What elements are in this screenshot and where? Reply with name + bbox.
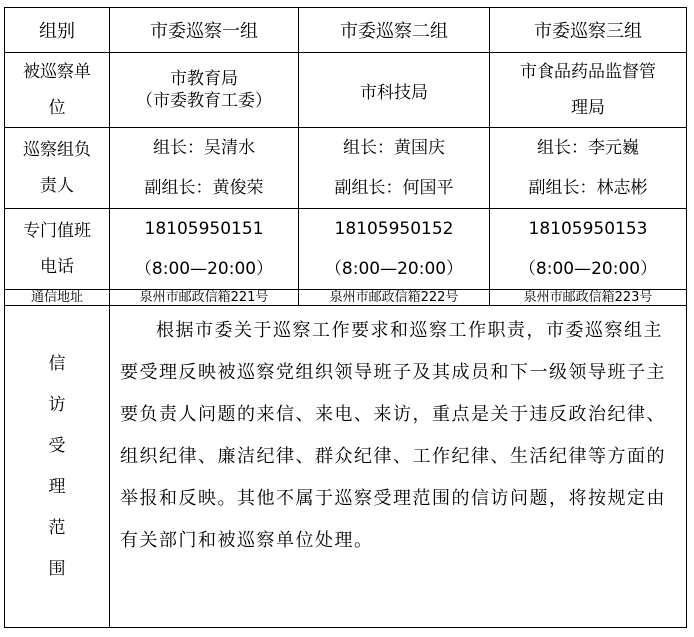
unit-line: 市科技局: [360, 82, 428, 103]
leaders-group-3: [490, 128, 687, 209]
phone-group-1: [110, 209, 299, 290]
phone-number: 18105950152: [334, 219, 454, 239]
phone-hours: （8:00—20:00）: [134, 259, 274, 279]
label-line: 位: [48, 98, 66, 118]
phones-row: [5, 209, 687, 290]
unit-group-2: [299, 53, 490, 128]
address-group-1: 泉州市邮政信箱221号: [110, 290, 299, 306]
label-line: 巡察组负: [23, 140, 91, 160]
leader-line: 组长：李元巍: [537, 138, 639, 158]
label-char: 理: [48, 476, 66, 497]
unit-line: 市教育局: [170, 69, 238, 89]
leaders-row: [5, 128, 687, 209]
label-char: 访: [48, 394, 66, 415]
header-row: [5, 8, 687, 53]
deputy-leader-line: 副组长：黄俊荣: [144, 178, 264, 198]
inspection-table: [4, 7, 687, 628]
scope-label: [5, 306, 110, 628]
label-line: 专门值班: [23, 221, 91, 241]
leaders-label: [5, 128, 110, 209]
leader-line: 组长：吴清水: [153, 138, 255, 158]
phones-label: [5, 209, 110, 290]
unit-line: （市委教育工委）: [136, 91, 272, 111]
inspected-unit-label: [5, 53, 110, 128]
scope-text: 根据市委关于巡察工作要求和巡察工作职责，市委巡察组主要受理反映被巡察党组织领导班子及其成员和下一级领导班子主要负责人问题的来信、来电、来访，重点是关于违反政治纪律、组织纪律、廉洁纪律、群众纪律、工作纪律、生活纪律等方面的举报和反映。其他不属于巡察受理范围的信访问题，将按规定由有关部门和被巡察单位处理。: [110, 306, 687, 628]
deputy-leader-line: 副组长：林志彬: [528, 178, 648, 198]
phone-group-2: [299, 209, 490, 290]
deputy-leader-line: 副组长：何国平: [334, 178, 454, 198]
label-line: 责人: [40, 176, 74, 196]
header-group-2: 市委巡察二组: [299, 8, 490, 53]
leaders-group-1: [110, 128, 299, 209]
label-line: 被巡察单: [23, 62, 91, 82]
unit-line: 理局: [571, 98, 605, 118]
label-char: 围: [48, 558, 66, 579]
address-group-3: 泉州市邮政信箱223号: [490, 290, 687, 306]
unit-group-1: [110, 53, 299, 128]
phone-number: 18105950153: [528, 219, 648, 239]
phone-group-3: [490, 209, 687, 290]
unit-line: 市食品药品监督管: [520, 62, 656, 82]
unit-group-3: [490, 53, 687, 128]
address-row: [5, 290, 687, 306]
header-group-1: 市委巡察一组: [110, 8, 299, 53]
leaders-group-2: [299, 128, 490, 209]
header-label: 组别: [5, 8, 110, 53]
label-line: 电话: [40, 257, 74, 277]
label-char: 受: [48, 435, 66, 456]
label-char: 信: [48, 353, 66, 374]
phone-number: 18105950151: [144, 219, 264, 239]
address-group-2: 泉州市邮政信箱222号: [299, 290, 490, 306]
address-label: 通信地址: [5, 290, 110, 306]
inspected-unit-row: [5, 53, 687, 128]
leader-line: 组长：黄国庆: [343, 138, 445, 158]
phone-hours: （8:00—20:00）: [518, 259, 658, 279]
phone-hours: （8:00—20:00）: [324, 259, 464, 279]
scope-row: [5, 306, 687, 628]
header-group-3: 市委巡察三组: [490, 8, 687, 53]
label-char: 范: [48, 517, 66, 538]
